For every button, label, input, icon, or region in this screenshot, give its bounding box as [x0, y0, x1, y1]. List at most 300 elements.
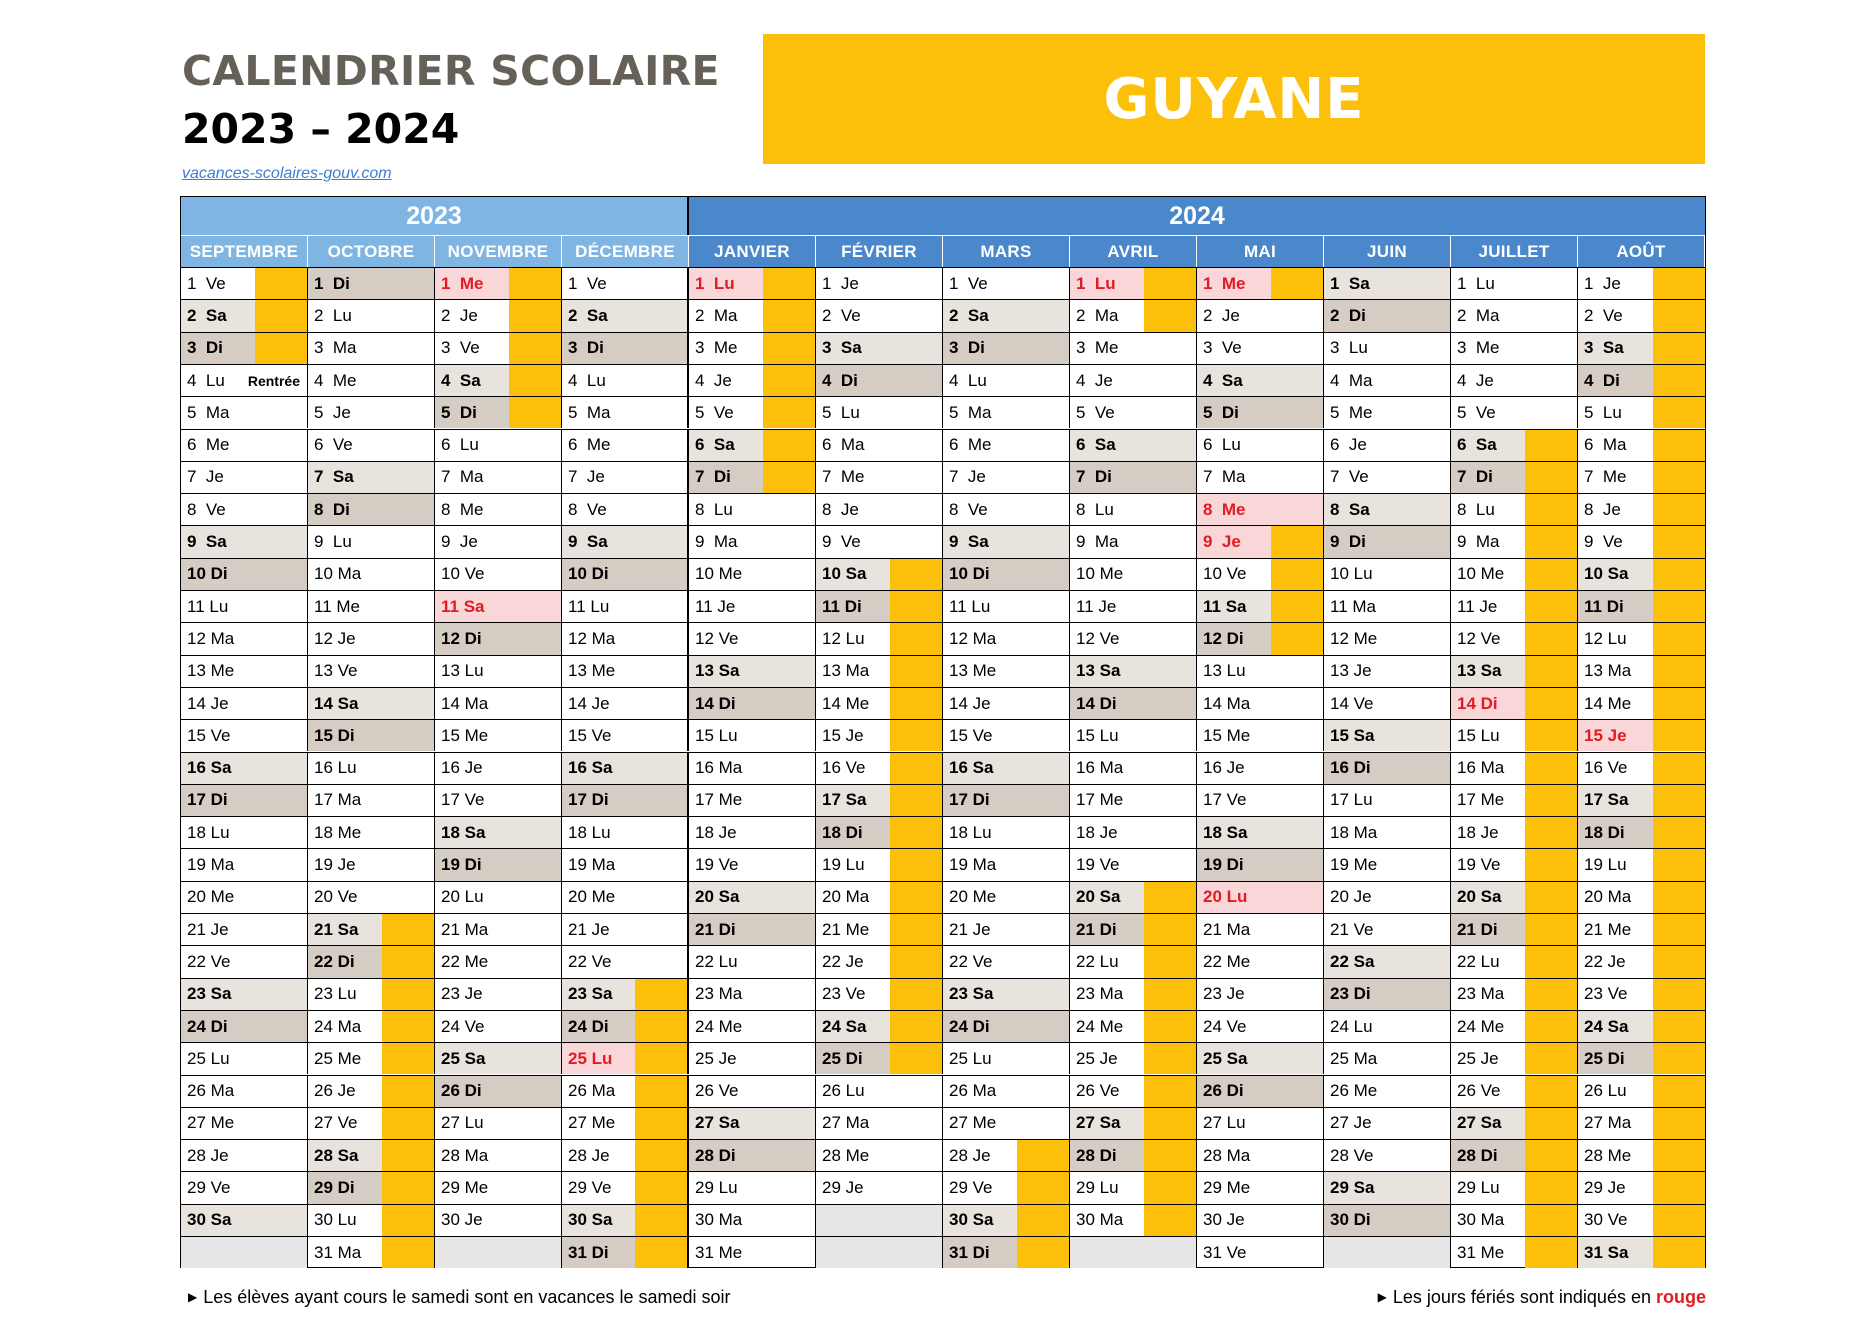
day-cell: [1324, 590, 1451, 622]
day-label: 10 Ve: [441, 564, 485, 584]
day-label: 28 Di: [1076, 1145, 1117, 1165]
empty-cell: [1070, 1236, 1197, 1268]
day-label: 13 Me: [568, 661, 616, 681]
vacation-block: [382, 946, 434, 977]
day-label: 25 Lu: [949, 1048, 992, 1068]
vacation-block: [1525, 1140, 1577, 1171]
vacation-block: [890, 656, 942, 687]
day-label: 29 Lu: [695, 1178, 738, 1198]
day-cell: [1070, 816, 1197, 848]
day-label: 4 Sa: [441, 370, 481, 390]
day-cell: [435, 816, 562, 848]
day-label: 23 Sa: [187, 984, 232, 1004]
day-cell: [943, 816, 1070, 848]
day-label: 20 Lu: [1203, 887, 1248, 907]
day-cell: [943, 1236, 1070, 1268]
month-name: JUIN: [1324, 236, 1451, 268]
day-cell: [816, 364, 943, 396]
month-header-11: [1578, 235, 1705, 267]
day-cell: [689, 1204, 816, 1236]
day-label: 3 Di: [949, 338, 985, 358]
vacation-block: [1525, 946, 1577, 977]
day-cell: [562, 784, 689, 816]
vacation-block: [1653, 720, 1705, 751]
day-cell: [1451, 1171, 1578, 1203]
day-label: 28 Ma: [1203, 1145, 1251, 1165]
vacation-block: [1653, 300, 1705, 331]
vacation-block: [1525, 979, 1577, 1010]
day-cell: [943, 558, 1070, 590]
vacation-block: [1144, 1140, 1196, 1171]
day-label: 22 Je: [822, 951, 864, 971]
day-cell: [816, 332, 943, 364]
month-name: OCTOBRE: [308, 236, 435, 268]
day-cell: [562, 1075, 689, 1107]
day-label: 17 Lu: [1330, 790, 1373, 810]
day-label: 15 Ve: [949, 725, 993, 745]
day-label: 21 Di: [1457, 919, 1498, 939]
day-cell: [1070, 1204, 1197, 1236]
day-cell: [1578, 784, 1705, 816]
month-header-1: [308, 235, 435, 267]
triangle-icon: ▶: [1377, 1290, 1387, 1304]
day-label: 3 Di: [187, 338, 223, 358]
day-label: 9 Di: [1330, 532, 1366, 552]
day-label: 9 Sa: [949, 532, 989, 552]
day-label: 17 Sa: [822, 790, 867, 810]
day-cell: [1070, 1042, 1197, 1074]
day-cell: [1070, 1139, 1197, 1171]
day-label: 17 Me: [1076, 790, 1124, 810]
day-label: 8 Me: [441, 499, 484, 519]
day-label: 29 Je: [1584, 1178, 1626, 1198]
day-cell: [1578, 848, 1705, 880]
day-label: 23 Ma: [1457, 984, 1505, 1004]
day-label: 12 Di: [1203, 628, 1244, 648]
day-label: 30 Sa: [187, 1210, 232, 1230]
day-label: 10 Sa: [822, 564, 867, 584]
day-cell: [816, 461, 943, 493]
day-label: 19 Ve: [1076, 855, 1120, 875]
day-label: 20 Sa: [1076, 887, 1121, 907]
day-label: 31 Di: [568, 1242, 609, 1262]
day-cell: [308, 1204, 435, 1236]
day-label: 24 Ma: [314, 1016, 362, 1036]
day-cell: [435, 1107, 562, 1139]
day-label: 20 Me: [187, 887, 235, 907]
day-cell: [1197, 622, 1324, 654]
day-label: 5 Ve: [1076, 402, 1115, 422]
day-cell: [435, 719, 562, 751]
day-cell: [1578, 1204, 1705, 1236]
day-label: 25 Me: [314, 1048, 362, 1068]
day-label: 22 Je: [1584, 951, 1626, 971]
vacation-block: [382, 1076, 434, 1107]
day-cell: [308, 332, 435, 364]
day-cell: [562, 558, 689, 590]
day-cell: [1578, 429, 1705, 461]
day-cell: [1324, 719, 1451, 751]
day-cell: [435, 913, 562, 945]
vacation-block: [1525, 494, 1577, 525]
day-cell: [1324, 752, 1451, 784]
day-cell: [181, 590, 308, 622]
day-label: 9 Je: [441, 532, 478, 552]
vacation-block: [1525, 1043, 1577, 1074]
day-label: 30 Sa: [568, 1210, 613, 1230]
month-header-4: [689, 235, 816, 267]
day-label: 16 Je: [441, 758, 483, 778]
day-cell: [1451, 784, 1578, 816]
day-label: 27 Ma: [1584, 1113, 1632, 1133]
vacation-block: [382, 1043, 434, 1074]
day-label: 26 Me: [1330, 1081, 1378, 1101]
day-label: 15 Lu: [1457, 725, 1500, 745]
day-label: 11 Di: [1584, 596, 1624, 616]
day-cell: [181, 1107, 308, 1139]
day-cell: [816, 719, 943, 751]
month-name: FÉVRIER: [816, 236, 943, 268]
day-cell: [308, 396, 435, 428]
day-cell: [1197, 848, 1324, 880]
day-label: 19 Je: [314, 855, 356, 875]
vacation-block: [1271, 623, 1323, 654]
day-label: 19 Lu: [1584, 855, 1627, 875]
day-label: 22 Me: [1203, 951, 1251, 971]
vacation-block: [763, 430, 815, 461]
day-cell: [943, 1010, 1070, 1042]
day-cell: [562, 493, 689, 525]
day-cell: [943, 590, 1070, 622]
day-cell: [1451, 396, 1578, 428]
day-cell: [435, 493, 562, 525]
day-label: 8 Ve: [949, 499, 988, 519]
legend-holiday-text: Les jours fériés sont indiqués en: [1392, 1287, 1656, 1307]
vacation-block: [1525, 526, 1577, 557]
day-label: 2 Je: [441, 305, 478, 325]
day-cell: [1324, 364, 1451, 396]
day-cell: [1197, 1236, 1324, 1268]
day-cell: [816, 1139, 943, 1171]
day-cell: [816, 493, 943, 525]
vacation-block: [1653, 656, 1705, 687]
day-label: 23 Sa: [568, 984, 613, 1004]
day-cell: [1197, 1042, 1324, 1074]
day-cell: [1197, 816, 1324, 848]
day-cell: [181, 752, 308, 784]
day-cell: [308, 655, 435, 687]
day-cell: [689, 1171, 816, 1203]
vacation-block: [1525, 1011, 1577, 1042]
day-cell: [816, 1042, 943, 1074]
day-label: 27 Lu: [441, 1113, 484, 1133]
day-cell: [1451, 945, 1578, 977]
day-label: 15 Lu: [1076, 725, 1119, 745]
day-cell: [1451, 1010, 1578, 1042]
day-label: 25 Di: [1584, 1048, 1625, 1068]
day-cell: [689, 590, 816, 622]
day-label: 26 Ve: [1076, 1081, 1120, 1101]
day-label: 10 Ve: [1203, 564, 1247, 584]
vacation-block: [635, 1140, 687, 1171]
day-label: 2 Je: [1203, 305, 1240, 325]
day-label: 24 Sa: [1584, 1016, 1629, 1036]
day-cell: [689, 655, 816, 687]
day-label: 14 Sa: [314, 693, 359, 713]
day-label: 5 Ma: [949, 402, 992, 422]
vacation-block: [1653, 559, 1705, 590]
day-cell: [1197, 332, 1324, 364]
day-cell: [308, 590, 435, 622]
day-cell: [562, 719, 689, 751]
day-label: 8 Je: [1584, 499, 1621, 519]
vacation-block: [509, 268, 561, 299]
day-label: 1 Di: [314, 273, 350, 293]
vacation-block: [1144, 979, 1196, 1010]
day-cell: [435, 687, 562, 719]
day-cell: [689, 1042, 816, 1074]
day-label: 6 Ma: [1584, 435, 1627, 455]
day-label: 28 Je: [568, 1145, 610, 1165]
day-label: 7 Di: [1076, 467, 1112, 487]
day-label: 18 Je: [695, 822, 737, 842]
day-label: 8 Me: [1203, 499, 1246, 519]
day-label: 9 Ma: [1076, 532, 1119, 552]
site-link[interactable]: vacances-scolaires-gouv.com: [182, 165, 392, 182]
day-label: 4 Lu: [187, 370, 225, 390]
day-cell: [308, 1010, 435, 1042]
day-cell: [181, 655, 308, 687]
day-cell: [1324, 396, 1451, 428]
day-label: 25 Lu: [568, 1048, 613, 1068]
day-cell: [1197, 461, 1324, 493]
day-label: 28 Me: [1584, 1145, 1632, 1165]
day-cell: [689, 881, 816, 913]
day-cell: [1197, 784, 1324, 816]
day-label: 8 Sa: [1330, 499, 1370, 519]
day-label: 10 Lu: [1330, 564, 1373, 584]
day-label: 4 Je: [1457, 370, 1494, 390]
month-header-0: [181, 235, 308, 267]
day-label: 12 Ve: [695, 628, 739, 648]
day-cell: [689, 267, 816, 299]
day-label: 13 Sa: [695, 661, 740, 681]
day-label: 12 Ve: [1457, 628, 1501, 648]
day-cell: [1451, 848, 1578, 880]
day-cell: [1197, 655, 1324, 687]
empty-cell: [816, 1204, 943, 1236]
day-cell: [1451, 816, 1578, 848]
day-cell: [816, 429, 943, 461]
day-cell: [816, 945, 943, 977]
vacation-block: [382, 1205, 434, 1236]
day-label: 27 Sa: [695, 1113, 740, 1133]
day-cell: [1197, 881, 1324, 913]
day-label: 7 Di: [1457, 467, 1493, 487]
day-label: 16 Sa: [187, 758, 232, 778]
day-label: 17 Me: [1457, 790, 1505, 810]
day-label: 30 Je: [1203, 1210, 1245, 1230]
day-cell: [1451, 493, 1578, 525]
day-cell: [435, 1139, 562, 1171]
day-label: 30 Je: [441, 1210, 483, 1230]
day-cell: [435, 622, 562, 654]
day-label: 26 Ve: [695, 1081, 739, 1101]
day-label: 19 Ma: [187, 855, 235, 875]
day-label: 6 Me: [568, 435, 611, 455]
day-label: 11 Sa: [1203, 596, 1247, 616]
day-cell: [943, 881, 1070, 913]
day-label: 27 Je: [1330, 1113, 1372, 1133]
day-cell: [435, 461, 562, 493]
day-label: 18 Ma: [1330, 822, 1378, 842]
day-cell: [1324, 881, 1451, 913]
page-title: CALENDRIER SCOLAIRE: [182, 47, 720, 95]
day-label: 8 Lu: [1076, 499, 1114, 519]
vacation-block: [1653, 849, 1705, 880]
day-label: 14 Di: [1076, 693, 1117, 713]
month-name: AOÛT: [1578, 236, 1705, 268]
day-cell: [689, 784, 816, 816]
day-label: 5 Di: [441, 402, 477, 422]
day-label: 9 Ma: [1457, 532, 1500, 552]
day-cell: [1451, 1236, 1578, 1268]
day-cell: [1578, 881, 1705, 913]
day-cell: [943, 978, 1070, 1010]
day-cell: [1451, 1139, 1578, 1171]
day-label: 13 Me: [187, 661, 235, 681]
vacation-block: [890, 688, 942, 719]
day-cell: [943, 1075, 1070, 1107]
vacation-block: [1525, 1076, 1577, 1107]
month-name: NOVEMBRE: [435, 236, 562, 268]
day-label: 2 Ma: [695, 305, 738, 325]
day-label: 12 Lu: [822, 628, 865, 648]
day-cell: [1197, 1171, 1324, 1203]
day-cell: [1070, 364, 1197, 396]
day-cell: [1578, 396, 1705, 428]
day-cell: [308, 364, 435, 396]
day-label: 24 Me: [1457, 1016, 1505, 1036]
day-cell: [1324, 267, 1451, 299]
day-cell: [562, 525, 689, 557]
day-label: 25 Sa: [441, 1048, 486, 1068]
day-label: 29 Me: [441, 1178, 489, 1198]
vacation-block: [1525, 882, 1577, 913]
day-label: 28 Ma: [441, 1145, 489, 1165]
day-cell: [1197, 525, 1324, 557]
day-label: 10 Me: [695, 564, 743, 584]
day-cell: [1578, 913, 1705, 945]
day-cell: [1324, 978, 1451, 1010]
day-cell: [435, 848, 562, 880]
day-cell: [1451, 978, 1578, 1010]
day-cell: [181, 1075, 308, 1107]
day-label: 30 Ma: [695, 1210, 743, 1230]
day-cell: [816, 622, 943, 654]
day-cell: [562, 881, 689, 913]
day-label: 14 Ma: [441, 693, 489, 713]
day-label: 19 Lu: [822, 855, 865, 875]
day-cell: [816, 1010, 943, 1042]
vacation-block: [890, 753, 942, 784]
day-cell: [1578, 687, 1705, 719]
day-cell: [308, 429, 435, 461]
day-cell: [1578, 590, 1705, 622]
day-label: 22 Ve: [949, 951, 993, 971]
day-cell: [435, 590, 562, 622]
day-cell: [1070, 848, 1197, 880]
vacation-block: [382, 1237, 434, 1268]
day-cell: [1578, 558, 1705, 590]
vacation-block: [1653, 623, 1705, 654]
day-label: 26 Ma: [568, 1081, 616, 1101]
day-cell: [1578, 1171, 1705, 1203]
day-cell: [1451, 1075, 1578, 1107]
vacation-block: [1525, 914, 1577, 945]
day-label: 3 Sa: [1584, 338, 1624, 358]
day-label: 10 Me: [1076, 564, 1124, 584]
day-label: 24 Di: [568, 1016, 609, 1036]
day-label: 5 Ma: [187, 402, 230, 422]
day-label: 23 Je: [1203, 984, 1245, 1004]
day-cell: [943, 332, 1070, 364]
day-label: 26 Lu: [822, 1081, 865, 1101]
day-cell: [308, 558, 435, 590]
day-label: 5 Ve: [1457, 402, 1496, 422]
day-label: 19 Ve: [1457, 855, 1501, 875]
day-label: 1 Me: [441, 273, 484, 293]
day-label: 7 Je: [187, 467, 224, 487]
day-cell: [816, 1075, 943, 1107]
vacation-block: [1144, 268, 1196, 299]
day-label: 7 Je: [568, 467, 605, 487]
day-cell: [562, 1204, 689, 1236]
day-label: 29 Lu: [1457, 1178, 1500, 1198]
day-cell: [308, 1075, 435, 1107]
day-cell: [689, 1010, 816, 1042]
day-label: 11 Di: [822, 596, 862, 616]
day-label: 2 Sa: [187, 305, 227, 325]
vacation-block: [1144, 1011, 1196, 1042]
day-cell: [1451, 332, 1578, 364]
region-banner: GUYANE: [763, 34, 1705, 164]
day-cell: [308, 913, 435, 945]
day-cell: [181, 299, 308, 331]
day-label: 15 Ve: [187, 725, 231, 745]
day-cell: [181, 396, 308, 428]
month-name: SEPTEMBRE: [181, 236, 308, 268]
day-label: 14 Je: [187, 693, 229, 713]
day-label: 8 Je: [822, 499, 859, 519]
day-cell: [816, 784, 943, 816]
day-cell: [1197, 590, 1324, 622]
day-label: 4 Sa: [1203, 370, 1243, 390]
vacation-block: [1653, 268, 1705, 299]
vacation-block: [1525, 559, 1577, 590]
day-label: 2 Ve: [1584, 305, 1623, 325]
vacation-block: [1653, 753, 1705, 784]
vacation-block: [1653, 979, 1705, 1010]
day-cell: [1578, 493, 1705, 525]
vacation-block: [1525, 817, 1577, 848]
day-label: 28 Di: [1457, 1145, 1498, 1165]
day-label: 1 Sa: [1330, 273, 1370, 293]
vacation-block: [382, 1011, 434, 1042]
vacation-block: [382, 914, 434, 945]
vacation-block: [1271, 559, 1323, 590]
vacation-block: [1271, 526, 1323, 557]
